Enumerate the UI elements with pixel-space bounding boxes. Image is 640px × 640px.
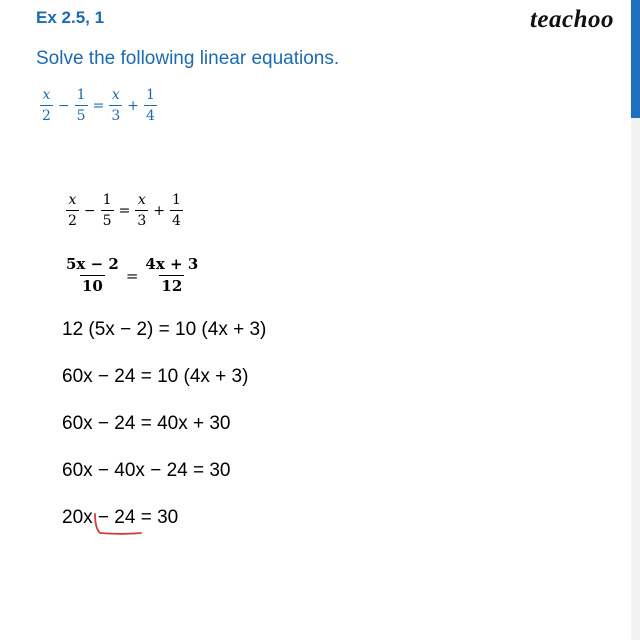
denominator: 5 bbox=[101, 210, 114, 228]
numerator: 1 bbox=[76, 87, 86, 103]
equals-sign: = bbox=[118, 202, 131, 219]
fraction bbox=[40, 88, 53, 123]
denominator: 5 bbox=[75, 105, 88, 123]
plus-sign: + bbox=[153, 202, 165, 219]
fraction bbox=[109, 88, 122, 123]
denominator: 2 bbox=[40, 105, 53, 123]
numerator: 1 bbox=[102, 192, 112, 208]
numerator: x bbox=[42, 87, 51, 103]
denominator: 3 bbox=[135, 210, 148, 228]
denominator: 12 bbox=[161, 277, 183, 295]
fraction bbox=[66, 193, 79, 228]
numerator: x bbox=[137, 192, 146, 208]
numerator: x bbox=[68, 192, 77, 208]
solution-equation-1 bbox=[64, 193, 185, 228]
numerator: 1 bbox=[145, 87, 155, 103]
solution-step: 12 (5x − 2) = 10 (4x + 3) bbox=[62, 319, 267, 340]
solution-equation-2 bbox=[62, 257, 202, 294]
solution-step: 20x − 24 = 30 bbox=[62, 507, 179, 528]
denominator: 10 bbox=[81, 277, 103, 295]
numerator: x bbox=[111, 87, 120, 103]
scrollbar-thumb[interactable] bbox=[631, 0, 640, 118]
question-prompt: Solve the following linear equations. bbox=[36, 48, 340, 69]
denominator: 3 bbox=[109, 105, 122, 123]
denominator: 2 bbox=[66, 210, 79, 228]
fraction bbox=[144, 88, 157, 123]
plus-sign: + bbox=[127, 97, 139, 114]
numerator: 1 bbox=[171, 192, 181, 208]
minus-sign: − bbox=[57, 97, 70, 114]
solution-step: 60x − 24 = 40x + 30 bbox=[62, 413, 231, 434]
fraction bbox=[64, 257, 121, 294]
teachoo-logo: teachoo bbox=[529, 6, 614, 33]
fraction bbox=[170, 193, 183, 228]
red-underline-annotation bbox=[94, 512, 144, 538]
exercise-title: Ex 2.5, 1 bbox=[36, 8, 105, 27]
solution-step: 60x − 24 = 10 (4x + 3) bbox=[62, 366, 249, 387]
denominator: 4 bbox=[144, 105, 157, 123]
fraction bbox=[143, 257, 200, 294]
fraction bbox=[101, 193, 114, 228]
scrollbar-track[interactable] bbox=[631, 0, 640, 640]
question-equation bbox=[38, 88, 159, 123]
numerator: 4x + 3 bbox=[145, 255, 199, 273]
equals-sign: = bbox=[92, 97, 105, 114]
fraction bbox=[75, 88, 88, 123]
denominator: 4 bbox=[170, 210, 183, 228]
solution-step: 60x − 40x − 24 = 30 bbox=[62, 460, 231, 481]
numerator: 5x − 2 bbox=[66, 255, 119, 273]
fraction bbox=[135, 193, 148, 228]
equals-sign: = bbox=[125, 266, 139, 285]
minus-sign: − bbox=[83, 202, 96, 219]
